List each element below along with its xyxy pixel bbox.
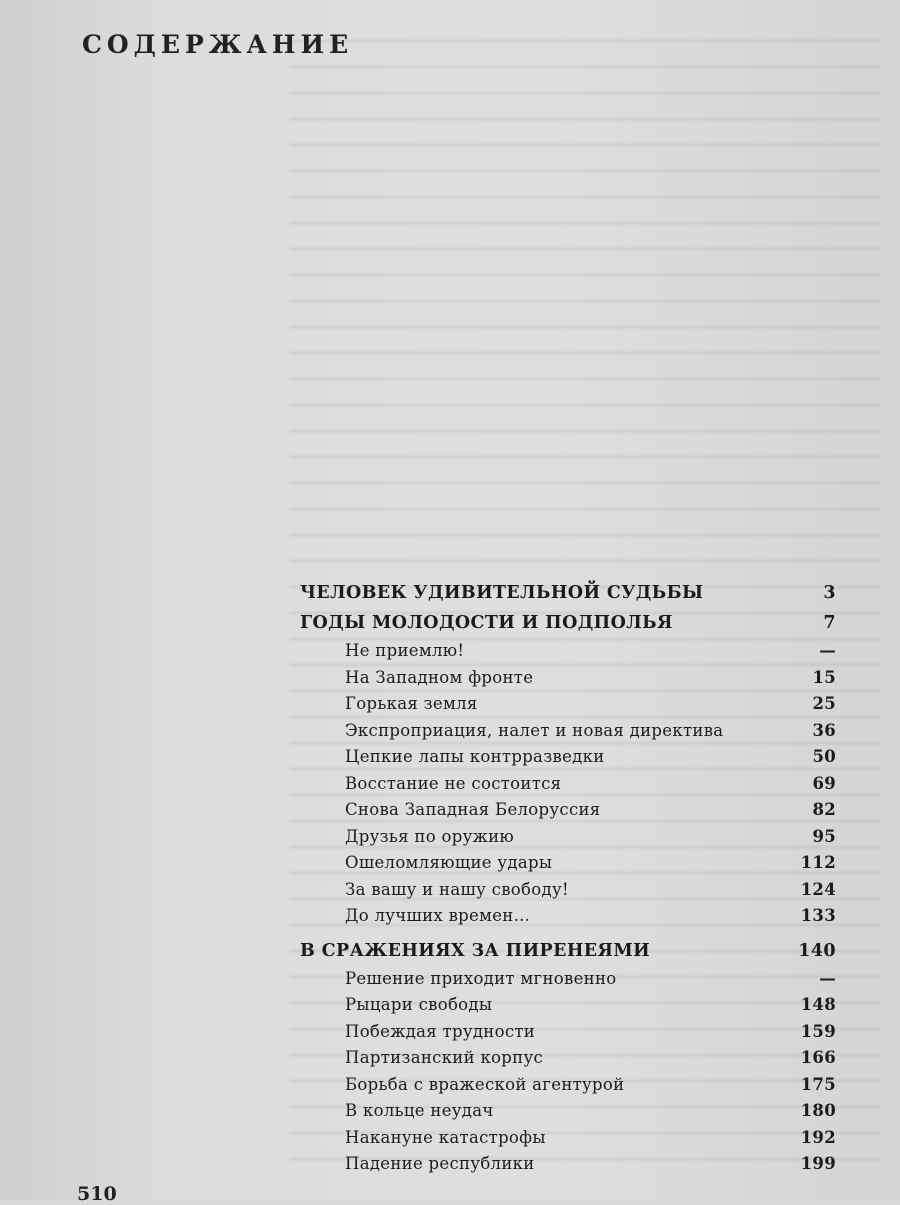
toc-entry	[300, 718, 842, 745]
toc-page-number: 159	[800, 1021, 836, 1041]
toc-page-number: 69	[812, 773, 836, 793]
toc-page-number: 180	[800, 1101, 836, 1120]
toc-page-number: —	[819, 968, 836, 988]
toc-section	[300, 608, 842, 638]
toc-page-number: 199	[800, 1154, 836, 1173]
toc-page-number: 148	[800, 995, 836, 1014]
toc-page-number: 25	[812, 694, 836, 713]
toc-entry-label: Экспроприация, налет и новая директива	[345, 720, 724, 740]
toc-page-number: 112	[800, 853, 836, 872]
toc-entry-label: Борьба с вражеской агентурой	[345, 1074, 625, 1094]
toc-entry	[300, 1125, 842, 1152]
toc-entry	[300, 1098, 842, 1125]
toc-entry	[300, 1151, 842, 1178]
toc-page-number: 15	[812, 667, 836, 687]
toc-entry	[300, 903, 842, 930]
toc-page-number: —	[819, 641, 836, 660]
toc-page-number: 140	[798, 940, 836, 961]
toc-section-label: В СРАЖЕНИЯХ ЗА ПИРЕНЕЯМИ	[300, 940, 651, 961]
page-number-folio: 510	[77, 1183, 117, 1205]
toc-section-label: ГОДЫ МОЛОДОСТИ И ПОДПОЛЬЯ	[300, 613, 673, 633]
toc-entry	[300, 850, 842, 877]
toc-page-number: 50	[812, 747, 836, 766]
toc-entry	[300, 638, 842, 665]
table-of-contents	[300, 578, 842, 1178]
toc-entry-label: Снова Западная Белоруссия	[345, 800, 601, 819]
toc-entry-label: Побеждая трудности	[345, 1021, 536, 1041]
toc-entry-label: Ошеломляющие удары	[345, 853, 553, 872]
toc-entry-label: Восстание не состоится	[345, 773, 562, 793]
toc-page-number: 166	[800, 1048, 836, 1067]
toc-entry-label: В кольце неудач	[345, 1101, 494, 1120]
toc-page-number: 7	[823, 613, 836, 633]
toc-entry	[300, 797, 842, 824]
toc-page-number: 3	[823, 583, 836, 603]
toc-entry	[300, 771, 842, 798]
page-title: СОДЕРЖАНИЕ	[82, 30, 354, 59]
toc-entry-label: До лучших времен...	[345, 906, 531, 925]
toc-entry-label: За вашу и нашу свободу!	[345, 879, 569, 899]
toc-entry	[300, 877, 842, 904]
toc-page-number: 82	[812, 800, 836, 819]
toc-section	[300, 578, 842, 608]
toc-entry	[300, 824, 842, 851]
toc-entry-label: Цепкие лапы контрразведки	[345, 747, 605, 766]
toc-entry-label: На Западном фронте	[345, 667, 534, 687]
toc-page-number: 175	[800, 1074, 836, 1094]
toc-entry-label: Рыцари свободы	[345, 995, 493, 1014]
toc-section-label: ЧЕЛОВЕК УДИВИТЕЛЬНОЙ СУДЬБЫ	[300, 583, 704, 603]
toc-entry-label: Накануне катастрофы	[345, 1127, 546, 1147]
toc-entry-label: Партизанский корпус	[345, 1048, 543, 1067]
toc-entry	[300, 1072, 842, 1099]
toc-entry	[300, 744, 842, 771]
toc-page-number: 36	[812, 720, 836, 740]
toc-section	[300, 936, 842, 966]
toc-entry-label: Друзья по оружию	[345, 826, 515, 846]
toc-entry-label: Падение республики	[345, 1154, 535, 1173]
toc-entry	[300, 1045, 842, 1072]
toc-entry-label: Решение приходит мгновенно	[345, 968, 617, 988]
toc-page-number: 192	[800, 1127, 836, 1147]
toc-page-number: 133	[800, 906, 836, 925]
toc-page-number: 124	[800, 879, 836, 899]
toc-entry	[300, 1019, 842, 1046]
toc-entry-label: Горькая земля	[345, 694, 478, 713]
toc-entry	[300, 966, 842, 993]
toc-page-number: 95	[812, 826, 836, 846]
toc-entry	[300, 691, 842, 718]
toc-entry	[300, 665, 842, 692]
toc-entry-label: Не приемлю!	[345, 641, 465, 660]
toc-entry	[300, 992, 842, 1019]
